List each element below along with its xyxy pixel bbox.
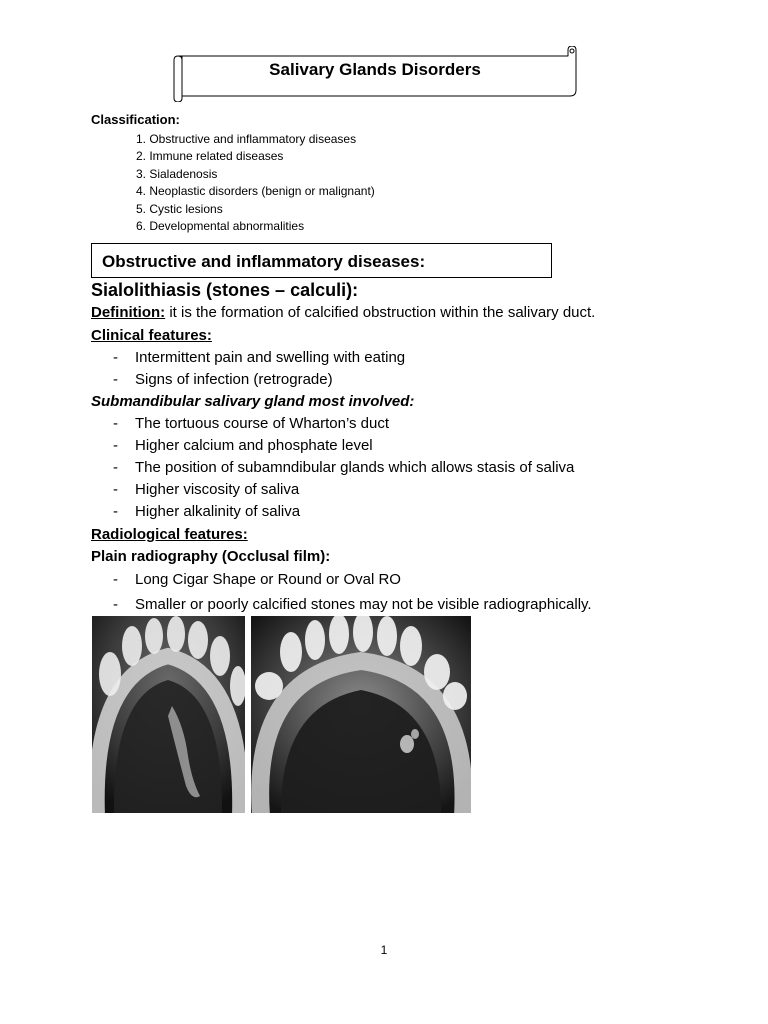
list-item xyxy=(113,501,574,523)
definition-label: Definition: xyxy=(91,304,166,321)
list-item xyxy=(113,347,405,369)
list-item: 2. Immune related diseases xyxy=(136,149,284,164)
list-item: 3. Sialadenosis xyxy=(136,166,218,181)
list-item-text: Signs of infection (retrograde) xyxy=(135,371,333,388)
bullet-dash: - xyxy=(113,571,118,588)
section-heading-box xyxy=(91,243,552,278)
list-item: 5. Cystic lesions xyxy=(136,201,223,216)
clinical-features-heading: Clinical features: xyxy=(91,327,212,344)
title-banner xyxy=(172,46,578,102)
list-item xyxy=(113,413,574,435)
list-item-text: Intermittent pain and swelling with eating xyxy=(135,349,406,366)
clinical-features-list xyxy=(113,347,405,391)
list-item xyxy=(113,569,592,591)
bullet-dash: - xyxy=(113,596,118,613)
list-item xyxy=(113,369,405,391)
list-item-text: The tortuous course of Wharton’s duct xyxy=(135,415,390,432)
list-item xyxy=(113,594,592,616)
classification-heading: Classification: xyxy=(91,112,180,127)
list-item-text: Higher alkalinity of saliva xyxy=(135,503,301,520)
list-item-text: Long Cigar Shape or Round or Oval RO xyxy=(135,571,401,588)
list-item xyxy=(113,457,574,479)
list-item-text: Higher calcium and phosphate level xyxy=(135,437,373,454)
bullet-dash: - xyxy=(113,481,118,498)
occlusal-radiograph-left xyxy=(92,616,245,813)
bullet-dash: - xyxy=(113,503,118,520)
bullet-dash: - xyxy=(113,371,118,388)
list-item-text: The position of subamndibular glands which allows stasis of saliva xyxy=(135,459,575,476)
list-item xyxy=(113,479,574,501)
bullet-dash: - xyxy=(113,437,118,454)
page-number: 1 xyxy=(380,943,388,957)
list-item: 1. Obstructive and inflammatory diseases xyxy=(136,132,357,146)
occlusal-radiograph-right xyxy=(251,616,471,813)
sialolithiasis-heading: Sialolithiasis (stones – calculi): xyxy=(91,280,359,300)
classification-list xyxy=(136,131,375,235)
definition-text: it is the formation of calcified obstruction within the salivary duct. xyxy=(165,304,596,321)
page-title: Salivary Glands Disorders xyxy=(269,60,481,79)
list-item xyxy=(113,435,574,457)
list-item-text: Smaller or poorly calcified stones may not be visible radiographically. xyxy=(135,596,592,613)
plain-radiography-list xyxy=(113,569,592,616)
list-item-text: Higher viscosity of saliva xyxy=(135,481,300,498)
section-heading: Obstructive and inflammatory diseases: xyxy=(102,252,426,271)
list-item: 6. Developmental abnormalities xyxy=(136,218,305,233)
radiological-features-heading: Radiological features: xyxy=(91,526,248,543)
submandibular-heading: Submandibular salivary gland most involved: xyxy=(91,393,415,410)
list-item: 4. Neoplastic disorders (benign or malignant) xyxy=(136,184,375,199)
bullet-dash: - xyxy=(113,349,118,366)
bullet-dash: - xyxy=(113,415,118,432)
definition-line xyxy=(91,304,595,321)
bullet-dash: - xyxy=(113,459,118,476)
submandibular-list xyxy=(113,413,574,523)
plain-radiography-heading: Plain radiography (Occlusal film): xyxy=(91,548,331,565)
